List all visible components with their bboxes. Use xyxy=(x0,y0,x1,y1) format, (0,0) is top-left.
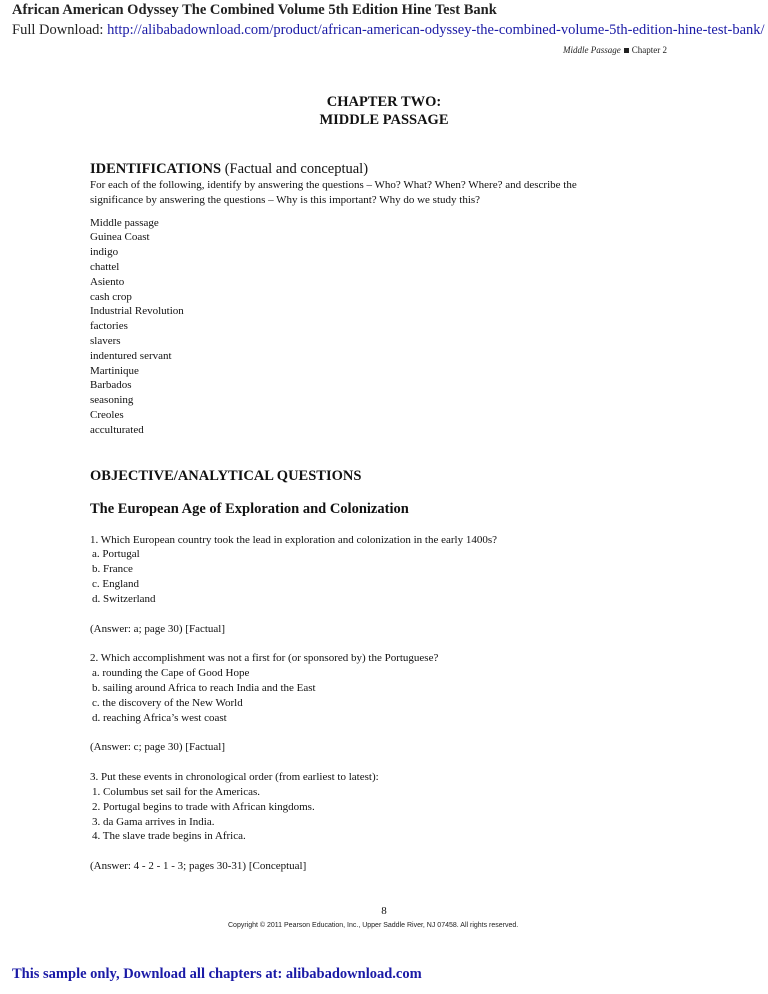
question-block xyxy=(90,533,690,637)
objective-heading: OBJECTIVE/ANALYTICAL QUESTIONS xyxy=(90,467,362,484)
page-content xyxy=(90,160,690,874)
answer-option: d. Switzerland xyxy=(92,592,156,605)
term-item: cash crop xyxy=(90,290,132,303)
term-item: seasoning xyxy=(90,394,134,407)
chapter-title-line1: CHAPTER TWO: xyxy=(326,94,442,110)
answer-option: 1. Columbus set sail for the Americas. xyxy=(92,785,261,798)
terms-list xyxy=(90,216,690,438)
term-item: acculturated xyxy=(90,423,144,436)
square-bullet-icon xyxy=(624,48,629,53)
instructions-line-1: For each of the following, identify by answering the questions – Who? What? When? Where? and describe the xyxy=(90,179,577,191)
term-item: Asiento xyxy=(90,275,125,288)
running-head-chapter: Chapter 2 xyxy=(631,45,667,55)
term-item: Guinea Coast xyxy=(90,231,150,244)
instructions-line-2: significance by answering the questions – Why is this important? Why do we study this? xyxy=(90,193,481,206)
term-item: chattel xyxy=(90,260,120,273)
answer-option: a. Portugal xyxy=(92,548,140,561)
term-item: Middle passage xyxy=(90,216,159,229)
download-label: Full Download: xyxy=(12,22,108,38)
chapter-title xyxy=(298,93,470,129)
answer-option: c. the discovery of the New World xyxy=(92,696,243,709)
chapter-title-line2: MIDDLE PASSAGE xyxy=(319,112,449,128)
answer-option: 2. Portugal begins to trade with African kingdoms. xyxy=(92,800,315,813)
spacer xyxy=(90,725,690,740)
banner-title: African American Odyssey The Combined Volume 5th Edition Hine Test Bank xyxy=(12,2,497,18)
question-text: 2. Which accomplishment was not a first for (or sponsored by) the Portuguese? xyxy=(90,652,439,665)
question-text: 3. Put these events in chronological order (from earliest to latest): xyxy=(90,771,379,784)
running-head-section: Middle Passage xyxy=(563,45,621,55)
spacer xyxy=(90,755,690,770)
identifications-heading-text: IDENTIFICATIONS xyxy=(90,161,222,177)
bottom-download-banner[interactable]: This sample only, Download all chapters at: alibabadownload.com xyxy=(12,966,422,982)
spacer xyxy=(90,607,690,622)
term-item: factories xyxy=(90,320,128,333)
running-head xyxy=(563,45,667,55)
term-item: indigo xyxy=(90,246,119,259)
page-number: 8 xyxy=(381,905,387,917)
term-item: Martinique xyxy=(90,364,139,377)
banner-download-line xyxy=(12,22,765,39)
section-subheading: The European Age of Exploration and Colonization xyxy=(90,500,409,517)
term-item: Barbados xyxy=(90,379,132,392)
answer-option: c. England xyxy=(92,577,140,590)
answer-option: a. rounding the Cape of Good Hope xyxy=(92,667,250,680)
question-block xyxy=(90,770,690,874)
term-item: indentured servant xyxy=(90,349,172,362)
identifications-heading xyxy=(90,160,690,178)
answer-key: (Answer: a; page 30) [Factual] xyxy=(90,622,226,635)
answer-option: b. sailing around Africa to reach India and the East xyxy=(92,681,316,694)
answer-option: 3. da Gama arrives in India. xyxy=(92,815,215,828)
spacer xyxy=(90,518,690,533)
term-item: Creoles xyxy=(90,408,124,421)
answer-option: 4. The slave trade begins in Africa. xyxy=(92,830,246,843)
copyright-notice: Copyright © 2011 Pearson Education, Inc., Upper Saddle River, NJ 07458. All rights reserved. xyxy=(228,922,519,929)
question-block xyxy=(90,651,690,755)
spacer xyxy=(90,485,690,500)
answer-option: d. reaching Africa’s west coast xyxy=(92,711,227,724)
spacer xyxy=(90,208,690,216)
identifications-heading-note: (Factual and conceptual) xyxy=(224,161,369,177)
spacer xyxy=(90,844,690,859)
spacer xyxy=(90,438,690,467)
term-item: slavers xyxy=(90,334,121,347)
answer-key: (Answer: c; page 30) [Factual] xyxy=(90,741,226,754)
term-item: Industrial Revolution xyxy=(90,305,184,318)
answer-key: (Answer: 4 - 2 - 1 - 3; pages 30-31) [Conceptual] xyxy=(90,860,307,873)
question-text: 1. Which European country took the lead in exploration and colonization in the early 1400s? xyxy=(90,533,497,546)
download-link[interactable]: http://alibabadownload.com/product/african-american-odyssey-the-combined-volume-5th-edition-hine-test-bank/ xyxy=(107,22,765,38)
spacer xyxy=(90,636,690,651)
answer-option: b. France xyxy=(92,563,133,576)
